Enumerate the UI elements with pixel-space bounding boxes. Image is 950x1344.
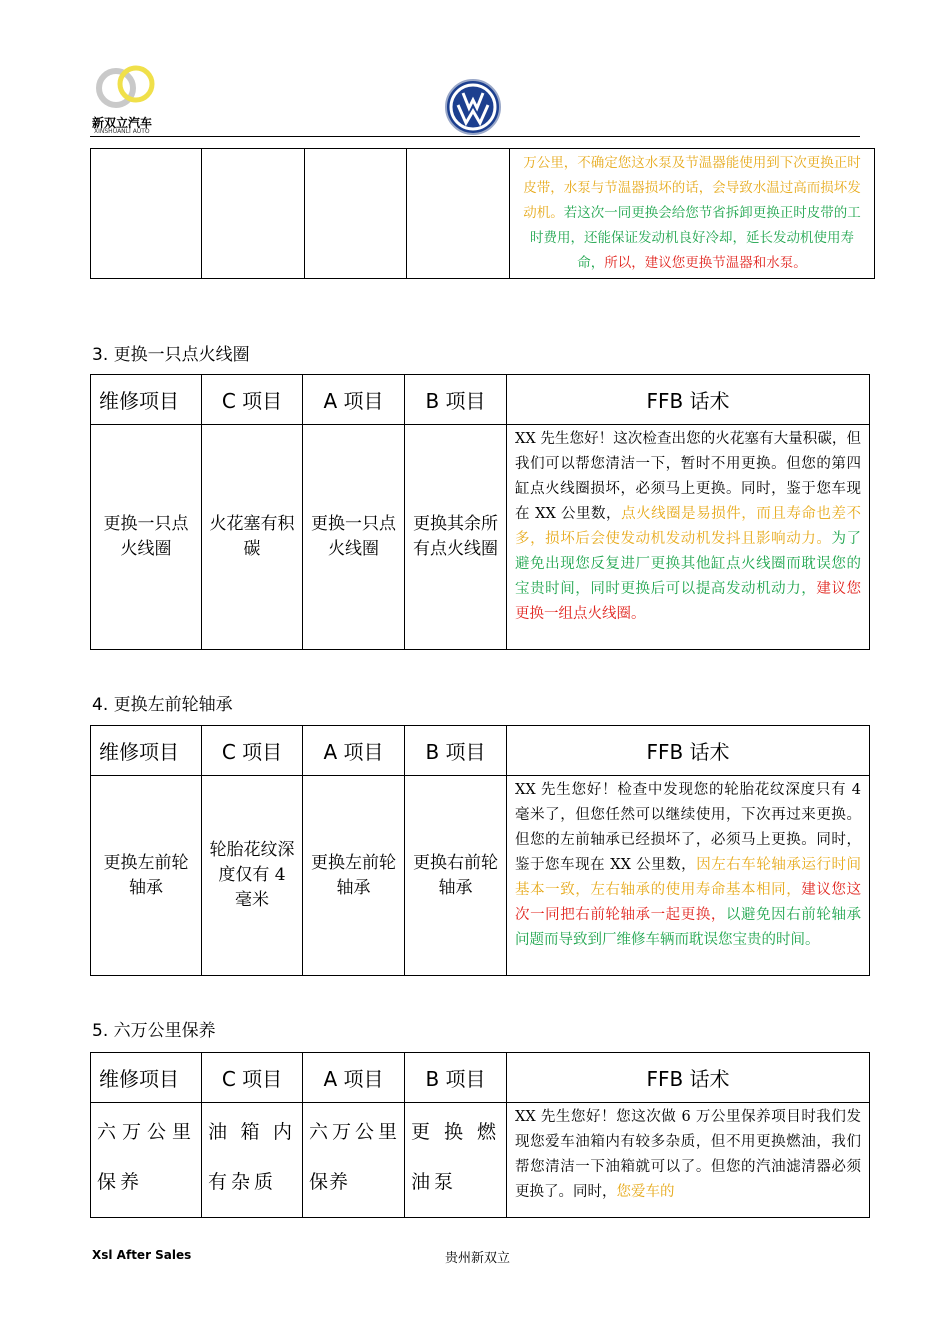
ffb-segment: 点火线圈是易损件，而且寿命也差不多，损坏后会使发动机发动机发抖且影响动力。 xyxy=(515,506,861,547)
footer-left: Xsl After Sales xyxy=(92,1248,192,1262)
header-item: 维修项目 xyxy=(91,1053,202,1103)
header-c: C 项目 xyxy=(202,726,303,776)
cell-item: 六万公里保养 xyxy=(91,1103,202,1218)
header-item: 维修项目 xyxy=(91,375,202,425)
cell-b: 更换其余所有点火线圈 xyxy=(405,425,507,650)
table-cell xyxy=(407,149,510,279)
cell-c: 油箱内有杂质 xyxy=(202,1103,303,1218)
ffb-segment: 所以，建议您更换节温器和水泵。 xyxy=(604,255,807,271)
ffb-segment: 若这次一同更换会给您节省拆卸更换正时皮带的工时费用，还能保证发动机良好冷却，延长发动机使用寿命， xyxy=(530,205,861,271)
cell-item: 更换左前轮轴承 xyxy=(91,776,202,976)
ffb-script-cell xyxy=(507,1103,870,1218)
ffb-segment: 因左右车轮轴承运行时间基本一致，左右轴承的使用寿命基本相同， xyxy=(515,857,862,898)
ffb-segment: XX 先生您好！您这次做 6 万公里保养项目时我们发现您爱车油箱内有较多杂质，但不用更换燃油，我们帮您清洁一下油箱就可以了。但您的汽油滤清器必须更换了。同时， xyxy=(515,1109,861,1200)
section-title: 3. 更换一只点火线圈 xyxy=(92,345,250,365)
header-b: B 项目 xyxy=(405,1053,507,1103)
company-logo xyxy=(92,64,164,136)
header-c: C 项目 xyxy=(202,375,303,425)
header-ffb: FFB 话术 xyxy=(507,1053,870,1103)
header-item: 维修项目 xyxy=(91,726,202,776)
ffb-script-cell xyxy=(507,776,870,976)
ffb-segment: 万公里，不确定您这水泵及节温器能使用到下次更换正时皮带，水泵与节温器损坏的话，会导致水温过高而损坏发动机。 xyxy=(523,155,861,221)
section-title: 4. 更换左前轮轴承 xyxy=(92,695,233,715)
table-cell xyxy=(305,149,407,279)
header-ffb: FFB 话术 xyxy=(507,375,870,425)
header-b: B 项目 xyxy=(405,726,507,776)
cell-a: 更换一只点火线圈 xyxy=(303,425,405,650)
header-a: A 项目 xyxy=(303,375,405,425)
cell-c: 轮胎花纹深度仅有 4 毫米 xyxy=(202,776,303,976)
brand-name-cn: 新双立汽车 xyxy=(92,116,153,130)
ffb-segment: 为了避免出现您反复进厂更换其他缸点火线圈而耽误您的宝贵时间，同时更换后可以提高发动机动力， xyxy=(515,531,862,597)
cell-a: 更换左前轮轴承 xyxy=(303,776,405,976)
ffb-segment: 建议您更换一组点火线圈。 xyxy=(515,581,862,622)
table-cell xyxy=(91,149,202,279)
table-cell xyxy=(202,149,305,279)
footer-center: 贵州新双立 xyxy=(445,1251,511,1266)
cell-b: 更换右前轮轴承 xyxy=(405,776,507,976)
rings-icon xyxy=(92,64,164,114)
table-continued xyxy=(90,148,875,279)
cell-c: 火花塞有积碳 xyxy=(202,425,303,650)
header-b: B 项目 xyxy=(405,375,507,425)
ffb-segment: 建议您这次一同把右前轮轴承一起更换， xyxy=(515,882,862,923)
cell-a: 六万公里保养 xyxy=(303,1103,405,1218)
ffb-segment: 您爱车的 xyxy=(616,1184,675,1200)
cell-b: 更换燃油泵 xyxy=(405,1103,507,1218)
header-ffb: FFB 话术 xyxy=(507,726,870,776)
header-divider xyxy=(90,136,860,137)
ffb-script-cell xyxy=(510,149,875,279)
vw-logo-icon xyxy=(444,78,502,136)
section-table xyxy=(90,725,870,976)
section-table xyxy=(90,374,870,650)
ffb-segment: 以避免因右前轮轴承问题而导致到厂维修车辆而耽误您宝贵的时间。 xyxy=(515,907,862,948)
header-a: A 项目 xyxy=(303,1053,405,1103)
cell-item: 更换一只点火线圈 xyxy=(91,425,202,650)
ffb-segment: XX 先生您好！检查中发现您的轮胎花纹深度只有 4 毫米了，但您任然可以继续使用，下次再过来更换。但您的左前轴承已经损坏了，必须马上更换。同时，鉴于您车现在 XX 公里数， xyxy=(515,782,861,873)
brand-name-en: XINSHUANLI AUTO xyxy=(94,128,150,135)
section-title: 5. 六万公里保养 xyxy=(92,1021,216,1041)
ffb-segment: XX 先生您好！这次检查出您的火花塞有大量积碳，但我们可以帮您清洁一下，暂时不用更换。但您的第四缸点火线圈损坏，必须马上更换。同时，鉴于您车现在 XX 公里数， xyxy=(515,431,861,522)
header-c: C 项目 xyxy=(202,1053,303,1103)
section-table xyxy=(90,1052,870,1218)
ffb-script-cell xyxy=(507,425,870,650)
header-a: A 项目 xyxy=(303,726,405,776)
